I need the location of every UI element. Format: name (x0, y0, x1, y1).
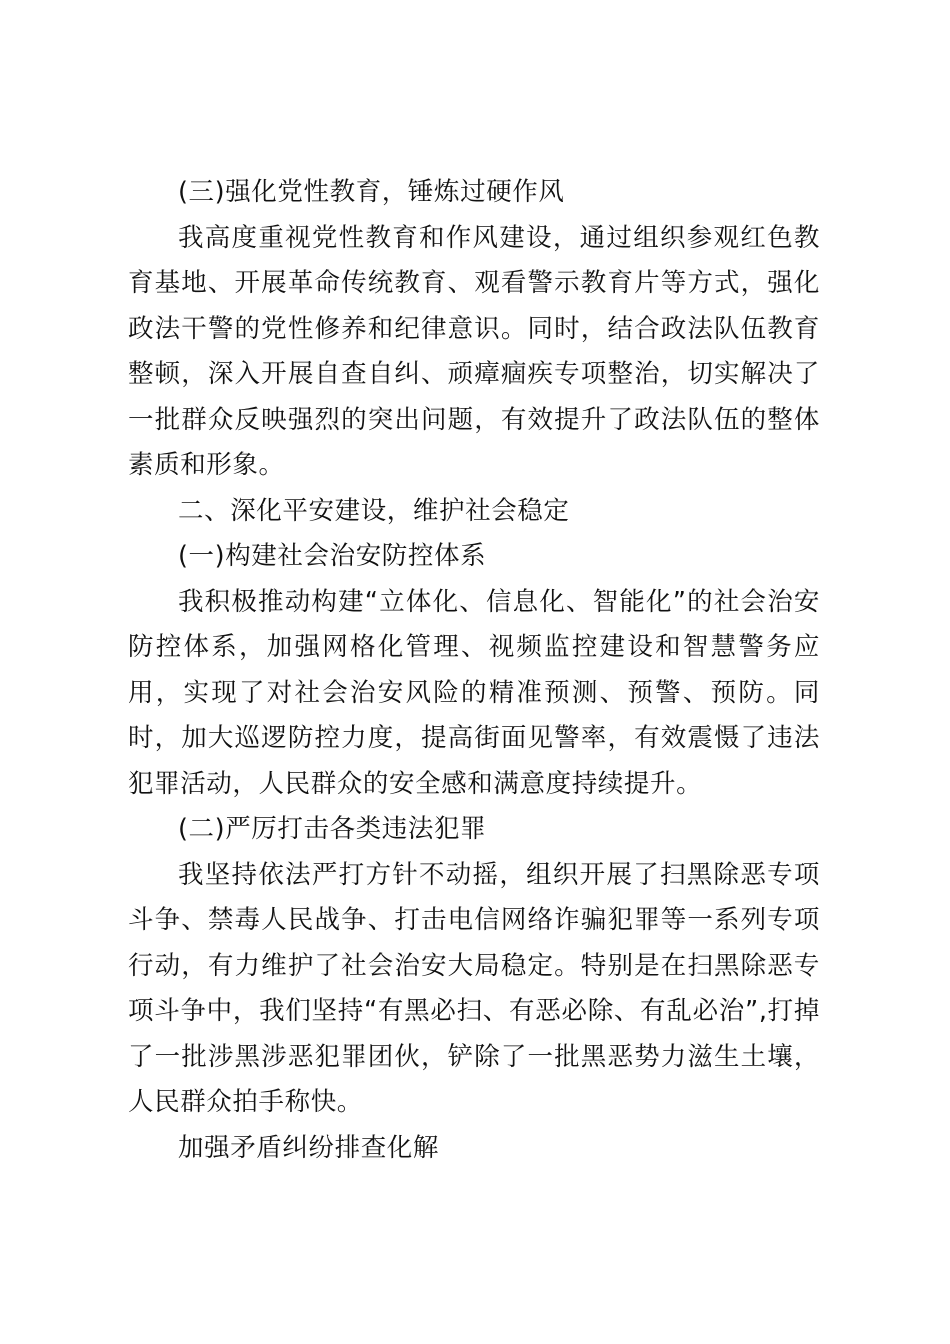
section-heading-party-education: (三)强化党性教育，锤炼过硬作风 (178, 177, 565, 207)
section-heading-dispute-resolution: 加强矛盾纠纷排查化解 (178, 1132, 440, 1163)
section-heading-prevention-system: (一)构建社会治安防控体系 (178, 541, 487, 571)
section-heading-crime-crackdown: (二)严厉打击各类违法犯罪 (178, 814, 487, 844)
document-body (128, 170, 820, 1171)
section-heading-safety-building: 二、深化平安建设，维护社会稳定 (178, 495, 570, 526)
paragraph-party-education: 我高度重视党性教育和作风建设，通过组织参观红色教育基地、开展革命传统教育、观看警示教育片等方式，强化政法干警的党性修养和纪律意识。同时，结合政法队伍教育整顿，深入开展自查自纠、顽瘴痼疾专项整治，切实解决了一批群众反映强烈的突出问题，有效提升了政法队伍的整体素质和形象。 (128, 222, 820, 480)
paragraph-prevention-system: 我积极推动构建“立体化、信息化、智能化”的社会治安防控体系，加强网格化管理、视频监控建设和智慧警务应用，实现了对社会治安风险的精准预测、预警、预防。同时，加大巡逻防控力度，提高街面见警率，有效震慑了违法犯罪活动，人民群众的安全感和满意度持续提升。 (128, 586, 820, 799)
paragraph-crime-crackdown: 我坚持依法严打方针不动摇，组织开展了扫黑除恶专项斗争、禁毒人民战争、打击电信网络诈骗犯罪等一系列专项行动，有力维护了社会治安大局稳定。特别是在扫黑除恶专项斗争中，我们坚持“有黑必扫、有恶必除、有乱必治”,打掉了一批涉黑涉恶犯罪团伙，铲除了一批黑恶势力滋生土壤，人民群众拍手称快。 (128, 859, 820, 1117)
